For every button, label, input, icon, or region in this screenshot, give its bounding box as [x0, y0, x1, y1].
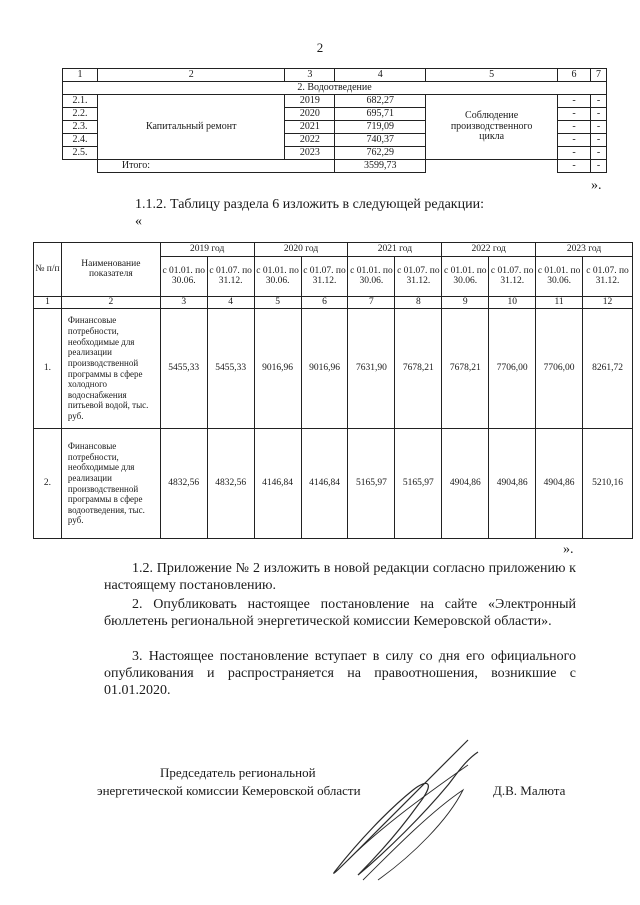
index-cell: 1	[34, 297, 62, 309]
row-value: 4146,84	[254, 429, 301, 539]
table-row	[34, 429, 633, 539]
table-row	[63, 95, 607, 108]
row-value: 9016,96	[301, 309, 348, 429]
header-cell: 3	[285, 69, 335, 82]
row-value: 7706,00	[489, 309, 536, 429]
row-number: 2.5.	[63, 147, 98, 160]
total-c7: -	[590, 160, 606, 173]
paragraph-intro: 1.1.2. Таблицу раздела 6 изложить в следующей редакции:	[135, 197, 484, 212]
year-header: 2023 год	[536, 243, 633, 257]
row-name: Финансовые потребности, необходимые для реализации производственной программы в сфере холодного водоснабжения питьевой водой, тыс. руб.	[61, 309, 160, 429]
index-cell: 11	[536, 297, 583, 309]
header-cell: 1	[63, 69, 98, 82]
handwritten-signature-icon	[318, 730, 488, 890]
table-row	[34, 309, 633, 429]
row-value: 7678,21	[395, 309, 442, 429]
section-title: 2. Водоотведение	[63, 82, 607, 95]
total-value: 3599,73	[335, 160, 426, 173]
signatory-name: Д.В. Малюта	[493, 783, 566, 798]
row-number: 1.	[34, 309, 62, 429]
table-header-row	[63, 69, 607, 82]
row-value: 695,71	[335, 108, 426, 121]
row-name: Финансовые потребности, необходимые для реализации производственной программы в сфере водоотведения, тыс. руб.	[61, 429, 160, 539]
section-row	[63, 82, 607, 95]
row-c6: -	[558, 121, 591, 134]
row-c6: -	[558, 147, 591, 160]
index-cell: 10	[489, 297, 536, 309]
row-number: 2.2.	[63, 108, 98, 121]
row-c6: -	[558, 108, 591, 121]
period-header: с 01.07. по 31.12.	[395, 257, 442, 297]
index-cell: 12	[583, 297, 633, 309]
row-c6: -	[558, 95, 591, 108]
row-value: 4904,86	[489, 429, 536, 539]
header-cell: 7	[590, 69, 606, 82]
period-header: с 01.07. по 31.12.	[207, 257, 254, 297]
row-value: 4832,56	[160, 429, 207, 539]
total-c6: -	[558, 160, 591, 173]
table1-close-quote: ».	[591, 178, 602, 193]
paragraph-1-2: 1.2. Приложение № 2 изложить в новой редакции согласно приложению к настоящему постановлению.	[104, 561, 576, 593]
row-year: 2020	[285, 108, 335, 121]
row-number: 2.4.	[63, 134, 98, 147]
table2-close-quote: ».	[563, 542, 574, 557]
index-cell: 7	[348, 297, 395, 309]
row-c6: -	[558, 134, 591, 147]
index-cell: 2	[61, 297, 160, 309]
row-value: 7678,21	[442, 309, 489, 429]
capital-repair-table	[62, 68, 607, 173]
period-header: с 01.01. по 30.06.	[348, 257, 395, 297]
row-c7: -	[590, 108, 606, 121]
row-value: 5165,97	[348, 429, 395, 539]
row-number: 2.	[34, 429, 62, 539]
group-description: Соблюдение производственного цикла	[426, 95, 558, 160]
year-header: 2020 год	[254, 243, 348, 257]
row-value: 719,09	[335, 121, 426, 134]
row-value: 740,37	[335, 134, 426, 147]
row-value: 4904,86	[442, 429, 489, 539]
signatory-title-line1: Председатель региональной	[160, 765, 316, 780]
year-header: 2019 год	[160, 243, 254, 257]
header-cell: 6	[558, 69, 591, 82]
row-c7: -	[590, 134, 606, 147]
row-c7: -	[590, 95, 606, 108]
row-value: 9016,96	[254, 309, 301, 429]
index-cell: 5	[254, 297, 301, 309]
row-value: 4832,56	[207, 429, 254, 539]
period-header: с 01.07. по 31.12.	[583, 257, 633, 297]
row-year: 2021	[285, 121, 335, 134]
col-number-header: № п/п	[34, 243, 62, 297]
row-value: 4146,84	[301, 429, 348, 539]
header-cell: 4	[335, 69, 426, 82]
row-value: 762,29	[335, 147, 426, 160]
row-year: 2022	[285, 134, 335, 147]
row-value: 5455,33	[207, 309, 254, 429]
row-value: 4904,86	[536, 429, 583, 539]
header-cell: 2	[97, 69, 285, 82]
index-cell: 6	[301, 297, 348, 309]
index-row	[34, 297, 633, 309]
col-name-header: Наименование показателя	[61, 243, 160, 297]
row-value: 7631,90	[348, 309, 395, 429]
period-header: с 01.07. по 31.12.	[301, 257, 348, 297]
period-header: с 01.07. по 31.12.	[489, 257, 536, 297]
row-value: 5210,16	[583, 429, 633, 539]
period-header: с 01.01. по 30.06.	[536, 257, 583, 297]
row-value: 8261,72	[583, 309, 633, 429]
row-number: 2.1.	[63, 95, 98, 108]
year-header: 2021 год	[348, 243, 442, 257]
signatory-title-line2: энергетической комиссии Кемеровской области	[97, 783, 361, 798]
period-header: с 01.01. по 30.06.	[160, 257, 207, 297]
page-number: 2	[316, 40, 324, 55]
row-value: 7706,00	[536, 309, 583, 429]
total-row	[63, 160, 607, 173]
total-label: Итого:	[97, 160, 334, 173]
row-number: 2.3.	[63, 121, 98, 134]
index-cell: 4	[207, 297, 254, 309]
paragraph-2: 2. Опубликовать настоящее постановление на сайте «Электронный бюллетень региональной энергетической комиссии Кемеровской области».	[104, 597, 576, 629]
row-value: 5165,97	[395, 429, 442, 539]
header-cell: 5	[426, 69, 558, 82]
group-label: Капитальный ремонт	[97, 95, 285, 160]
row-value: 682,27	[335, 95, 426, 108]
index-cell: 3	[160, 297, 207, 309]
row-value: 5455,33	[160, 309, 207, 429]
financial-needs-table	[33, 242, 633, 539]
paragraph-3: 3. Настоящее постановление вступает в силу со дня его официального опубликования и распространяется на правоотношения, возникшие с 01.01.2020.	[104, 649, 576, 698]
row-year: 2019	[285, 95, 335, 108]
row-c7: -	[590, 147, 606, 160]
row-year: 2023	[285, 147, 335, 160]
index-cell: 8	[395, 297, 442, 309]
year-header-row	[34, 243, 633, 257]
period-header: с 01.01. по 30.06.	[442, 257, 489, 297]
period-header: с 01.01. по 30.06.	[254, 257, 301, 297]
row-c7: -	[590, 121, 606, 134]
year-header: 2022 год	[442, 243, 536, 257]
open-quote: «	[135, 214, 142, 229]
index-cell: 9	[442, 297, 489, 309]
